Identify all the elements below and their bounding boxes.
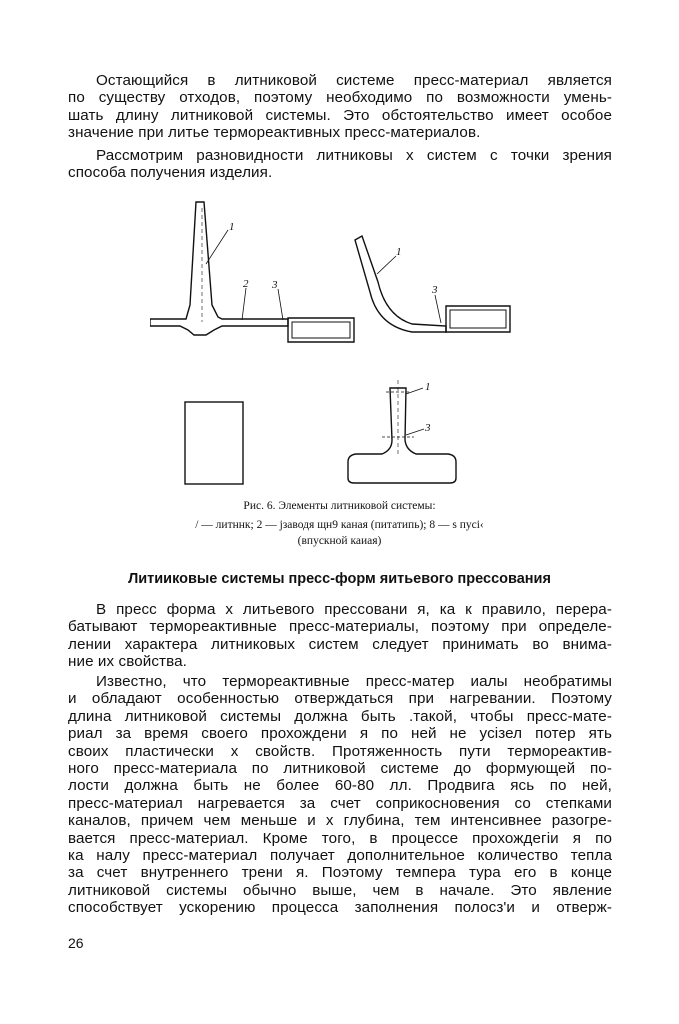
- text-line: значение при литье термореактивных пресс-материалов.: [68, 124, 481, 142]
- label-3-c: 3: [425, 422, 431, 434]
- text-line: своих пластически х свойств. Протяженность пути термореактив-: [68, 742, 612, 760]
- text-line: ка налу пресс-материал получает дополнительное количество тепла: [68, 847, 612, 865]
- gating-system-figure: [150, 192, 550, 492]
- text-line: длина литниковой системы должна быть .такой, чтобы пресс-мате-: [68, 707, 612, 725]
- drawing-sprue-runner: [150, 202, 354, 342]
- page-number: 26: [68, 935, 84, 951]
- text-line: лости должна быть не более 60-80 лл. Продвига ясь по ней,: [68, 777, 612, 795]
- text-line: за счет внутреннего трени я. Поэтому темпера тура его в конце: [68, 864, 612, 882]
- text-line: риал за время своего прохождени я по ней не усiзел потер ять: [68, 725, 612, 743]
- body-paragraph-1: [68, 601, 612, 671]
- figure-caption-line: / — литннк; 2 — jзаводя щн9 каная (питатипь); 8 — s пуci‹: [195, 519, 484, 531]
- drawing-part: [185, 402, 243, 484]
- label-2: 2: [243, 278, 249, 290]
- figure-caption-title: Рис. 6. Элементы литниковой системы:: [243, 500, 436, 512]
- text-line: Известно, что термореактивные пресс-матер иалы необратимы: [96, 673, 612, 690]
- text-line: ного пресс-материала по литниковой системе до формующей по-: [68, 760, 612, 778]
- text-line: пресс-материал нагревается за счет соприкосновения со степками: [68, 794, 612, 812]
- drawing-curved-runner: [355, 236, 510, 332]
- intro-paragraph: [68, 72, 612, 142]
- label-1-c: 1: [425, 381, 431, 393]
- label-1-b: 1: [396, 246, 402, 258]
- label-1-a: 1: [229, 221, 235, 233]
- text-line: шать длину литниковой системы. Это обстоятельство имеет особое: [68, 106, 612, 124]
- section-heading: Литииковые системы пресс-форм яитьевого прессования: [128, 571, 551, 587]
- consider-paragraph: [68, 147, 612, 182]
- drawing-sprue-cavity: [348, 380, 456, 483]
- text-line: батывают термореактивные пресс-материалы, поэтому при определе-: [68, 618, 612, 636]
- figure-caption-line: (впускной каиая): [297, 535, 382, 547]
- label-3-a: 3: [272, 279, 278, 291]
- text-line: способствует ускорению процесса заполнения полосз'и и отверж-: [68, 899, 612, 917]
- body-paragraph-2: [68, 673, 612, 917]
- text-line: каналов, причем чем меньше и х глубина, тем интенсивнее разогре-: [68, 812, 612, 830]
- text-line: и обладают особенностью отверждаться при нагревании. Поэтому: [68, 690, 612, 708]
- text-line: В пресс форма х литьевого прессовани я, ка к правило, перера-: [96, 601, 612, 618]
- label-3-b: 3: [432, 284, 438, 296]
- text-line: литниковой системы обычно выше, чем в начале. Это явление: [68, 881, 612, 899]
- text-line: по существу отходов, поэтому необходимо по возможности умень-: [68, 89, 612, 107]
- text-line: Рассмотрим разновидности литниковы х систем с точки зрения: [96, 147, 612, 164]
- text-line: Остающийся в литниковой системе пресс-материал является: [96, 72, 612, 89]
- text-line: вается пресс-материал. Кроме того, в процессе прохождегiи я по: [68, 829, 612, 847]
- text-line: лении характера литниковых систем следует принимать во внима-: [68, 635, 612, 653]
- text-line: ние их свойства.: [68, 653, 187, 671]
- text-line: способа получения изделия.: [68, 164, 273, 182]
